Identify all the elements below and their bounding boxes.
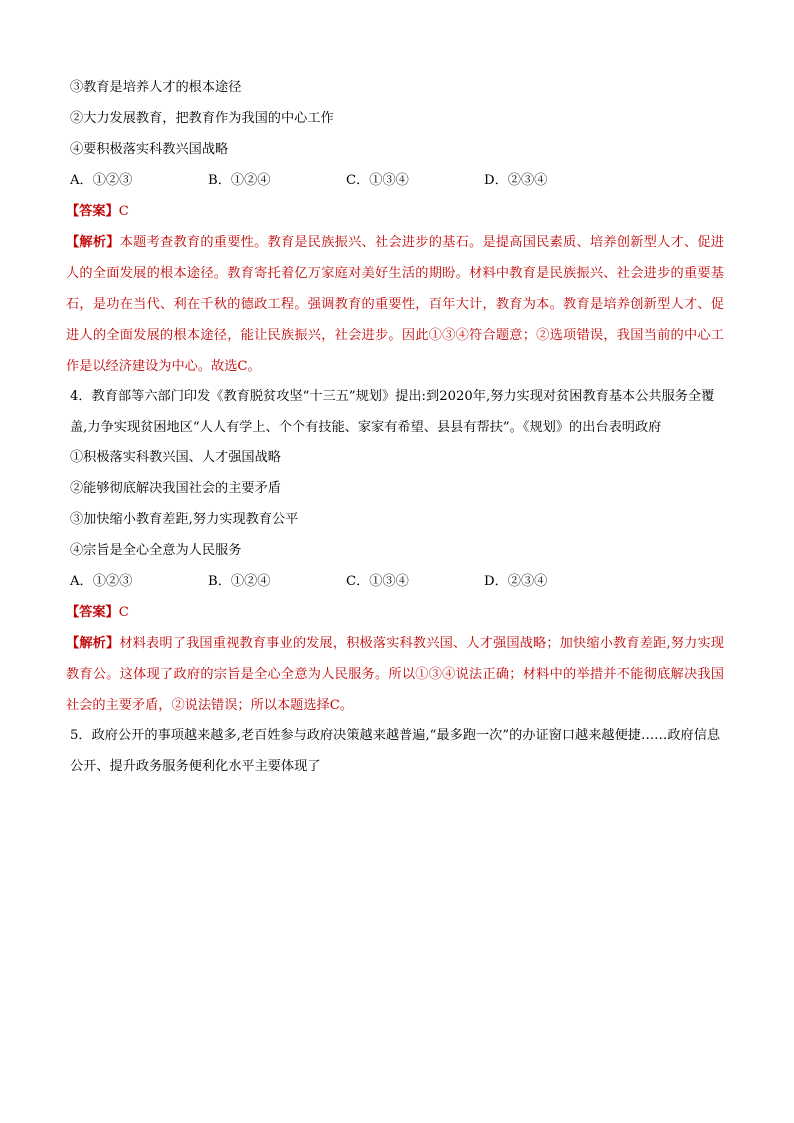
q4-option-a: A．①②③ (70, 574, 133, 589)
q3-analysis (66, 227, 724, 382)
q3-options (70, 171, 724, 191)
q4-option-d: D．②③④ (484, 574, 548, 589)
q3-answer (66, 202, 724, 222)
q4-option-b: B．①②④ (208, 574, 271, 589)
q4-item-3: ③加快缩小教育差距,努力实现教育公平 (70, 512, 299, 527)
q4-options (70, 572, 724, 592)
document-page (66, 78, 724, 787)
q3-analysis-tag: 【解析】 (66, 235, 120, 250)
q3-answer-value: C (118, 204, 129, 219)
q3-option-c: C．①③④ (346, 173, 409, 188)
q4-answer-tag: 【答案】 (66, 605, 119, 620)
q3-option-b: B．①②④ (208, 173, 271, 188)
q3-analysis-text: 本题考查教育的重要性。教育是民族振兴、社会进步的基石。是提高国民素质、培养创新型人才、促进人的全面发展的根本途径。教育寄托着亿万家庭对美好生活的期盼。材料中教育是民族振兴、社会进步的重要基石，是功在当代、利在千秋的德政工程。强调教育的重要性，百年大计，教育为本。教育是培养创新型人才、促进人的全面发展的根本途径，能让民族振兴，社会进步。因此①③④符合题意；②选项错误，我国当前的中心工作是以经济建设为中心。故选C。 (66, 235, 724, 374)
q4-item-2: ②能够彻底解决我国社会的主要矛盾 (70, 481, 281, 496)
q4-answer-value: C (118, 605, 129, 620)
q3-answer-tag: 【答案】 (66, 204, 119, 219)
q4-answer (66, 603, 724, 623)
q3-option-d: D．②③④ (484, 173, 548, 188)
q4-item-4: ④宗旨是全心全意为人民服务 (70, 543, 242, 558)
q5-stem: 5．政府公开的事项越来越多,老百姓参与政府决策越来越普遍,“最多跑一次”的办证窗口越来越便捷……政府信息公开、提升政务服务便利化水平主要体现了 (70, 728, 721, 774)
q4-analysis (66, 628, 724, 721)
q4-analysis-tag: 【解析】 (66, 636, 120, 651)
q3-item-2: ②大力发展教育，把教育作为我国的中心工作 (70, 111, 334, 126)
q3-item-4: ④要积极落实科教兴国战略 (70, 142, 229, 157)
q3-item-3: ③教育是培养人才的根本途径 (70, 80, 242, 95)
q3-option-a: A．①②③ (70, 173, 133, 188)
q4-analysis-text: 材料表明了我国重视教育事业的发展，积极落实科教兴国、人才强国战略；加快缩小教育差距,努力实现教育公。这体现了政府的宗旨是全心全意为人民服务。所以①③④说法正确；材料中的举措并不能彻底解决我国社会的主要矛盾，②说法错误；所以本题选择C。 (66, 636, 724, 713)
q4-stem: 4．教育部等六部门印发《教育脱贫攻坚“十三五”规划》提出:到2020年,努力实现对贫困教育基本公共服务全覆盖,力争实现贫困地区“人人有学上、个个有技能、家家有希望、县县有帮扶”。《规划》的出台表明政府 (70, 389, 715, 435)
q4-item-1: ①积极落实科教兴国、人才强国战略 (70, 450, 281, 465)
q4-option-c: C．①③④ (346, 574, 409, 589)
